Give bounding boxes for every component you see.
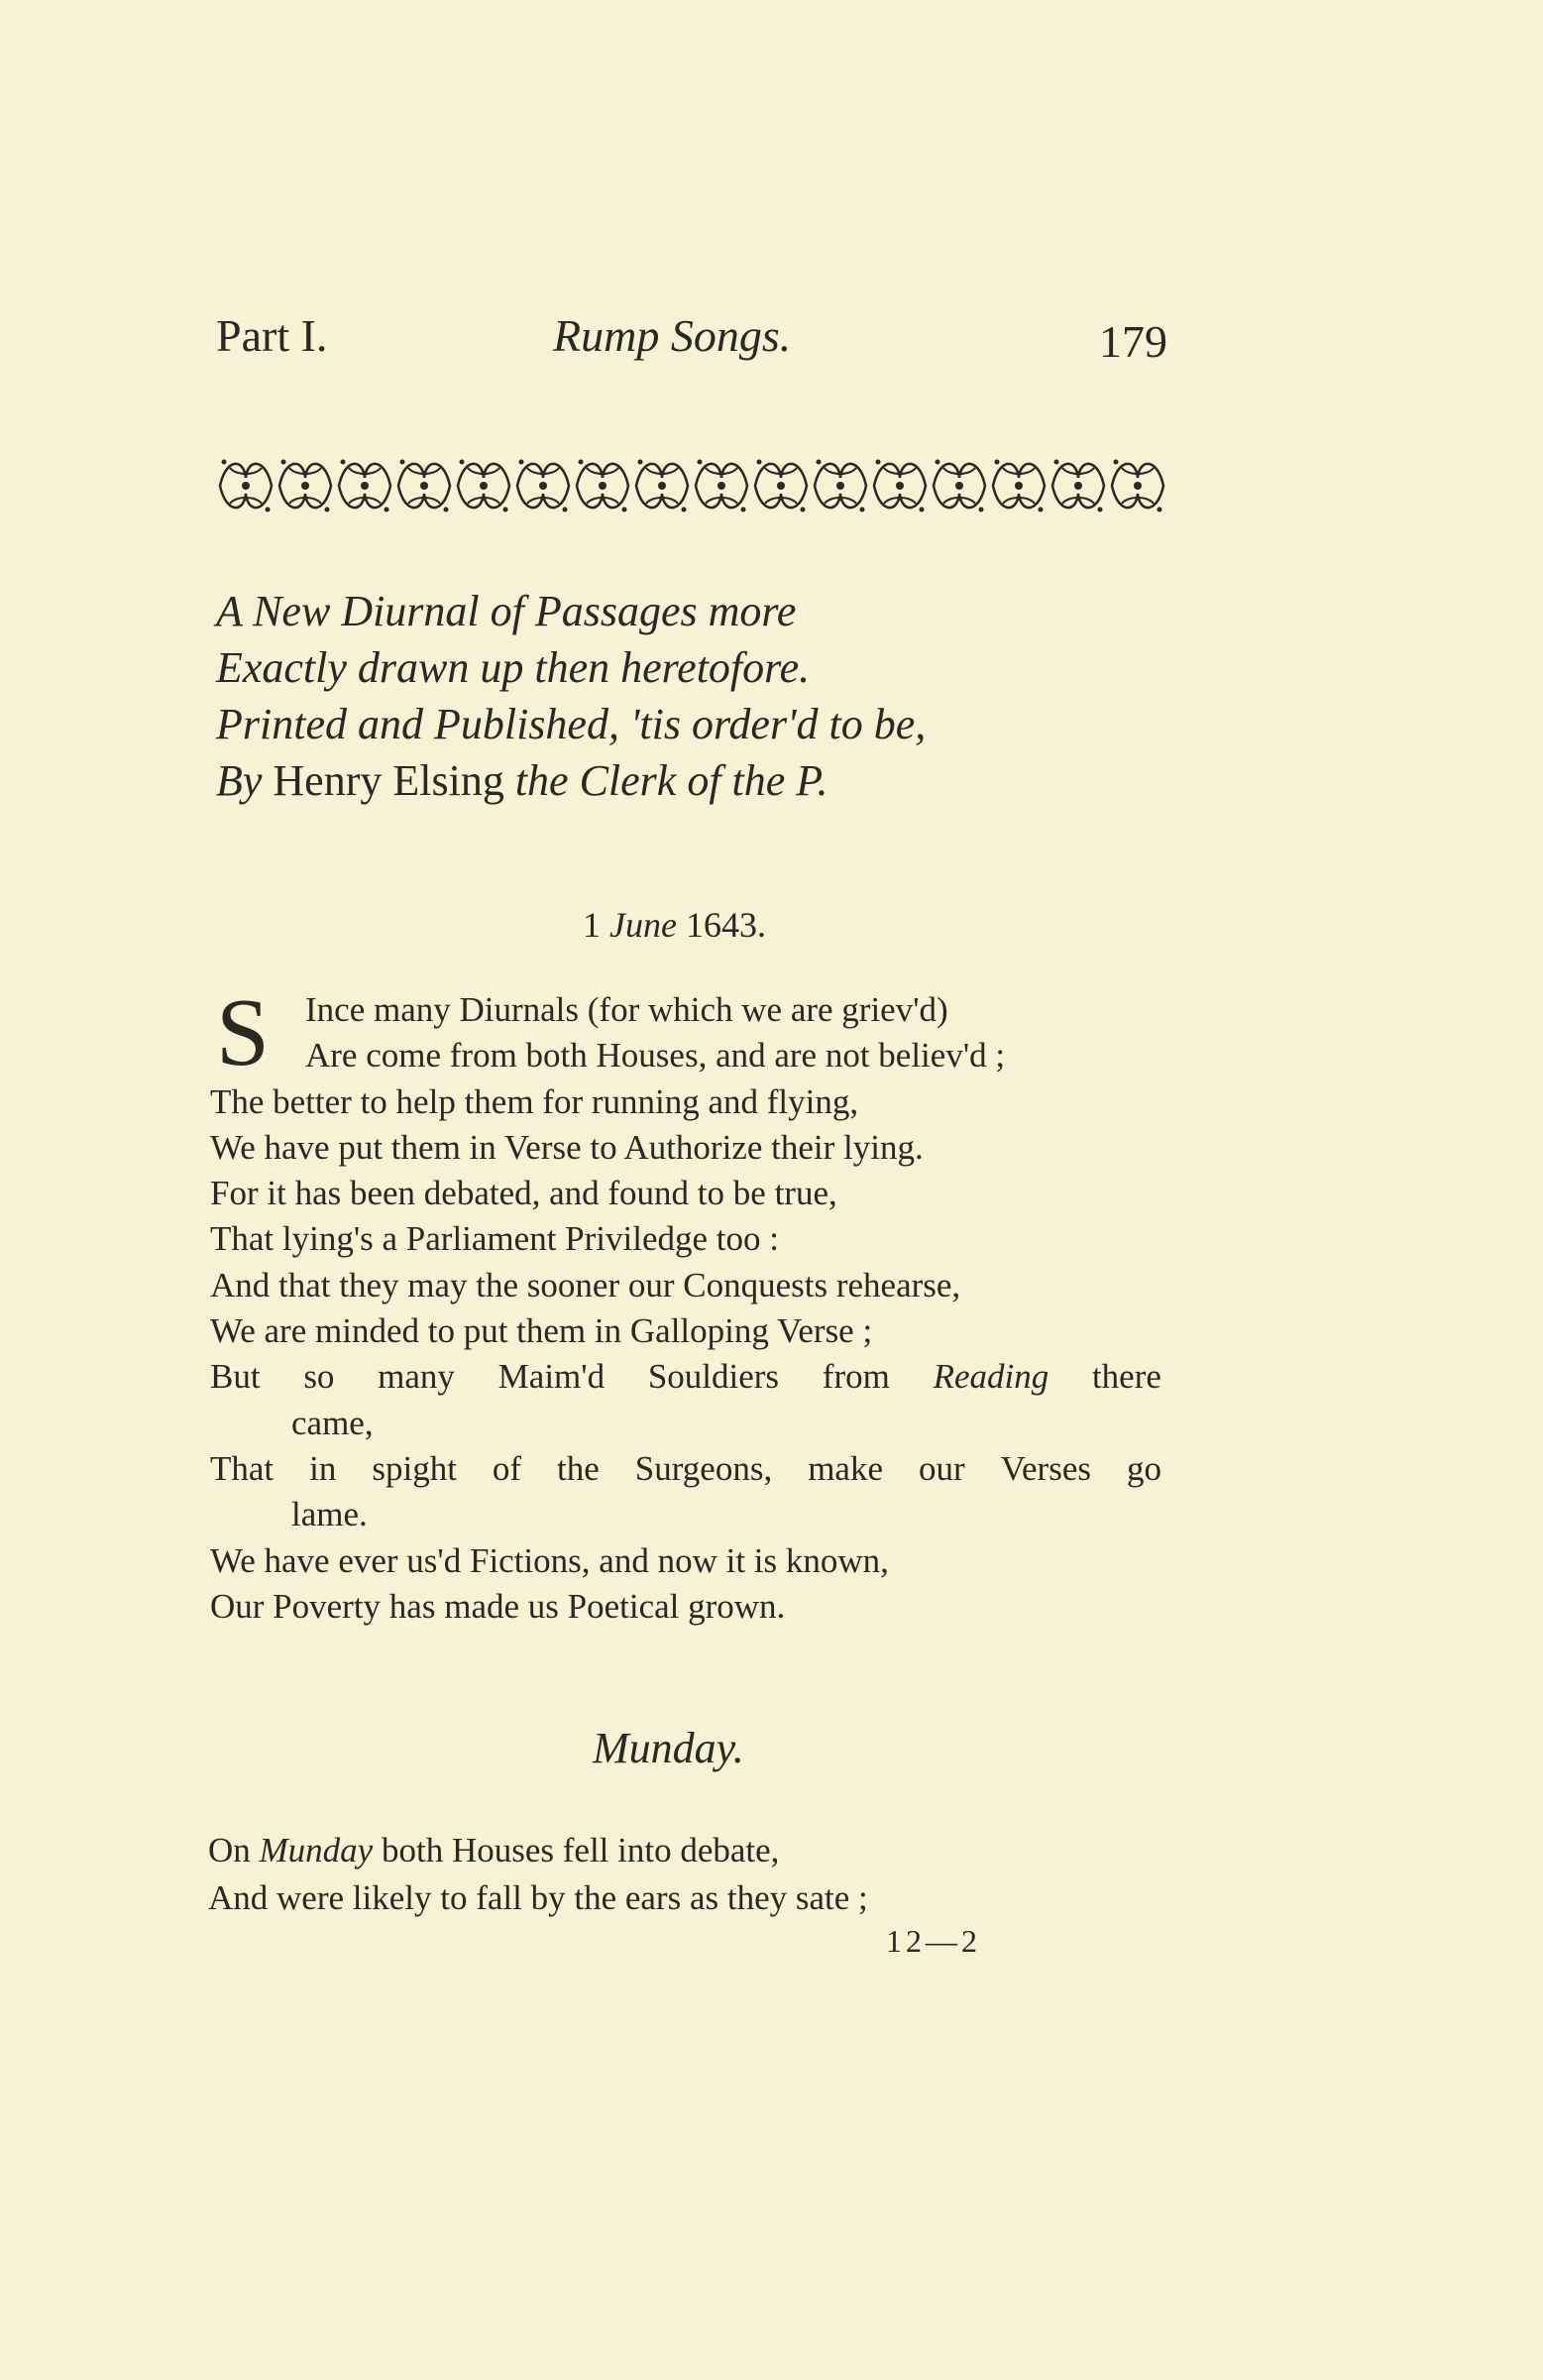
verse-stanza-2 [208,1827,868,1922]
title-block [216,583,926,809]
word: Souldiers [647,1357,780,1397]
verse-line: And that they may the sooner our Conquests rehearse, [210,1265,961,1304]
verse-line-justified [210,1446,1161,1492]
verse-line: Our Poverty has made us Poetical grown. [210,1586,786,1626]
title-line-4-rest: the Clerk of the P. [514,756,828,805]
word: in [309,1448,337,1488]
verse-line: The better to help them for running and flying, [210,1081,859,1121]
date-day: 1 [583,905,601,945]
verse-line-rest: both Houses fell into debate, [381,1831,780,1870]
verse-line: We have put them in Verse to Authorize their lying. [210,1127,924,1167]
word: Surgeons, [634,1448,773,1488]
verse-line: Are come from both Houses, and are not believ'd ; [305,1036,1006,1076]
word: spight [372,1448,457,1488]
word: the [557,1448,600,1488]
word: there [1091,1357,1161,1397]
place-name: Reading [933,1357,1049,1397]
word: On [208,1831,251,1870]
part-label: Part I. [216,310,328,361]
verse-line: And were likely to fall by the ears as they sate ; [208,1878,868,1917]
word: Verses [1000,1448,1091,1488]
verse-line [208,1827,868,1874]
verse-stanza-1 [210,979,1161,1630]
ornamental-band [216,448,1171,523]
word: make [808,1448,883,1488]
word: many [378,1357,455,1397]
running-title: Rump Songs. [553,310,792,361]
title-line-2: Exactly drawn up then heretofore. [216,643,811,692]
title-line-4 [216,752,926,809]
verse-line: We are minded to put them in Galloping Verse ; [210,1311,873,1351]
word: go [1126,1448,1161,1488]
date-year: 1643. [685,905,766,945]
section-heading: Munday. [593,1724,744,1772]
day-name: Munday [259,1831,374,1870]
word: so [303,1357,335,1397]
verse-line: That lying's a Parliament Priviledge too : [210,1219,779,1259]
page-number: 179 [1099,316,1167,367]
drop-cap: S [216,979,270,1085]
verse-line: Ince many Diurnals (for which we are griev'd) [305,990,948,1029]
word: Maim'd [497,1357,606,1397]
running-header [216,309,1167,369]
word: But [210,1357,261,1397]
word: That [210,1448,275,1488]
clerk-name: Henry Elsing [273,756,504,805]
title-line-1: A New Diurnal of Passages more [216,587,797,635]
signature-mark: 12—2 [886,1923,981,1959]
verse-line-continuation: lame. [291,1495,368,1534]
word: from [822,1357,890,1397]
verse-line: We have ever us'd Fictions, and now it is known, [210,1540,889,1580]
verse-line-justified [210,1354,1161,1400]
verse-line-continuation: came, [291,1403,374,1442]
word: our [918,1448,965,1488]
title-line-4-by: By [216,756,263,805]
title-line-3: Printed and Published, 'tis order'd to be, [216,700,927,748]
verse-line: For it has been debated, and found to be true, [210,1174,837,1213]
word: of [492,1448,522,1488]
date-month: June [609,905,677,945]
date-line [583,904,766,946]
